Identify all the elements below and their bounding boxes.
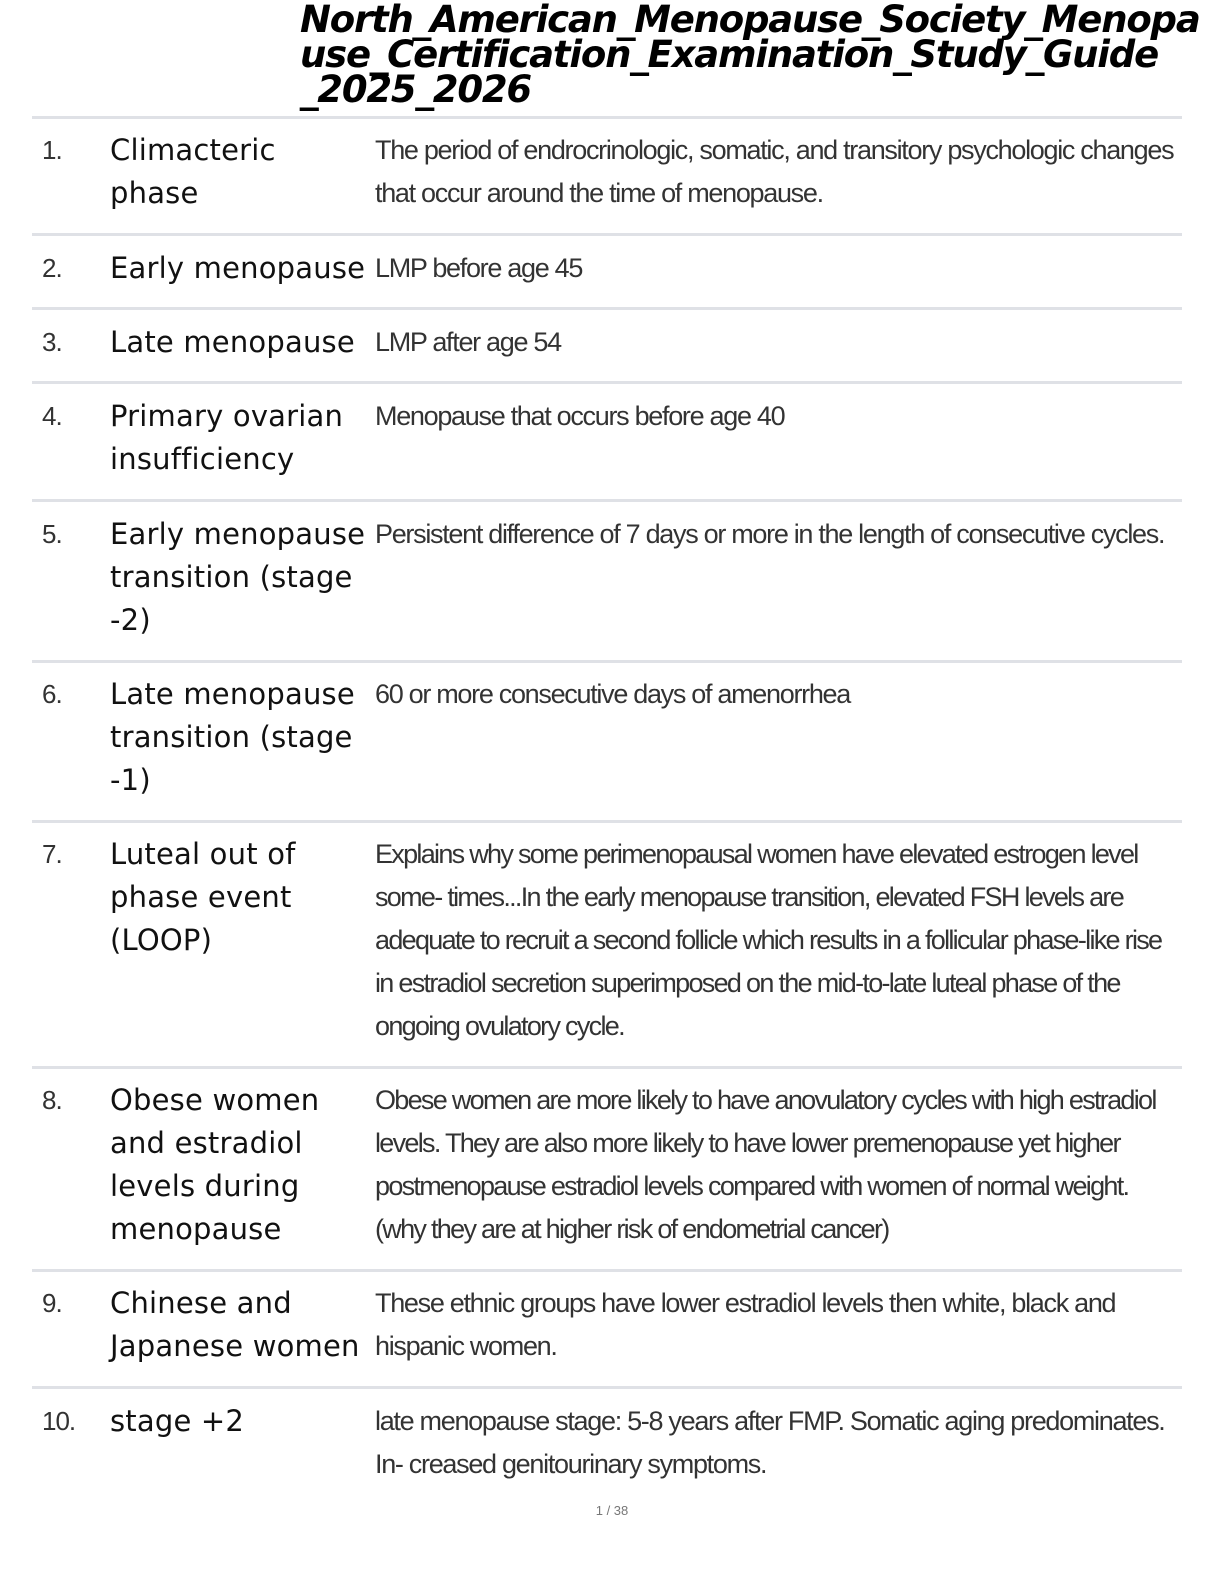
item-definition: The period of endrocrinologic, somatic, and transitory psychologic changes that occur around the time of menopause. [375, 135, 1174, 208]
item-number: 6. [42, 679, 62, 709]
divider [32, 1066, 1182, 1069]
item-term: Obese women and estradiol levels during menopause [110, 1083, 320, 1246]
item-term: Primary ovarian insufficiency [110, 399, 344, 476]
item-definition: Menopause that occurs before age 40 [375, 401, 785, 431]
item-number: 4. [42, 401, 62, 431]
divider [32, 499, 1182, 502]
item-definition: late menopause stage: 5-8 years after FMP. Somatic aging predominates. In- creased genitourinary symptoms. [375, 1406, 1165, 1479]
item-definition: Persistent difference of 7 days or more in the length of consecutive cycles. [375, 519, 1165, 549]
item-term: Chinese and Japanese women [110, 1286, 360, 1363]
item-definition: Obese women are more likely to have anovulatory cycles with high estradiol levels. They are also more likely to have lower premenopause yet higher postmenopause estradiol levels compared with women of normal weight. (why they are at higher risk of endometrial cancer) [375, 1085, 1156, 1244]
item-number: 10. [42, 1406, 76, 1436]
divider [32, 233, 1182, 236]
item-term: Late menopause [110, 325, 355, 359]
item-number: 3. [42, 327, 62, 357]
page-indicator: 1 / 38 [595, 1503, 629, 1518]
item-definition: 60 or more consecutive days of amenorrhea [375, 679, 850, 709]
item-number: 2. [42, 253, 62, 283]
divider [32, 820, 1182, 823]
item-number: 1. [42, 135, 62, 165]
item-number: 8. [42, 1085, 62, 1115]
divider [32, 381, 1182, 384]
item-number: 9. [42, 1288, 62, 1318]
item-term: Climacteric phase [110, 133, 276, 210]
document-title: North_American_Menopause_Society_Menopa use_Certification_Examination_Study_Guide _2025_2026 [300, 0, 1200, 111]
item-term: Late menopause transition (stage -1) [110, 677, 355, 797]
divider [32, 660, 1182, 663]
item-term: Early menopause transition (stage -2) [110, 517, 366, 637]
divider [32, 116, 1182, 119]
divider [32, 1386, 1182, 1389]
item-term: Early menopause [110, 251, 366, 285]
item-definition: LMP after age 54 [375, 327, 561, 357]
item-definition: Explains why some perimenopausal women have elevated estrogen level some- times...In the early menopause transition, elevated FSH levels are adequate to recruit a second follicle which results in a follicular phase-like rise in estradiol secretion superimposed on the mid-to-late luteal phase of the ongoing ovulatory cycle. [375, 839, 1162, 1041]
item-term: Luteal out of phase event (LOOP) [110, 837, 296, 957]
divider [32, 307, 1182, 310]
item-definition: LMP before age 45 [375, 253, 583, 283]
divider [32, 1269, 1182, 1272]
item-number: 5. [42, 519, 62, 549]
item-definition: These ethnic groups have lower estradiol levels then white, black and hispanic women. [375, 1288, 1116, 1361]
item-term: stage +2 [110, 1404, 245, 1438]
item-number: 7. [42, 839, 62, 869]
